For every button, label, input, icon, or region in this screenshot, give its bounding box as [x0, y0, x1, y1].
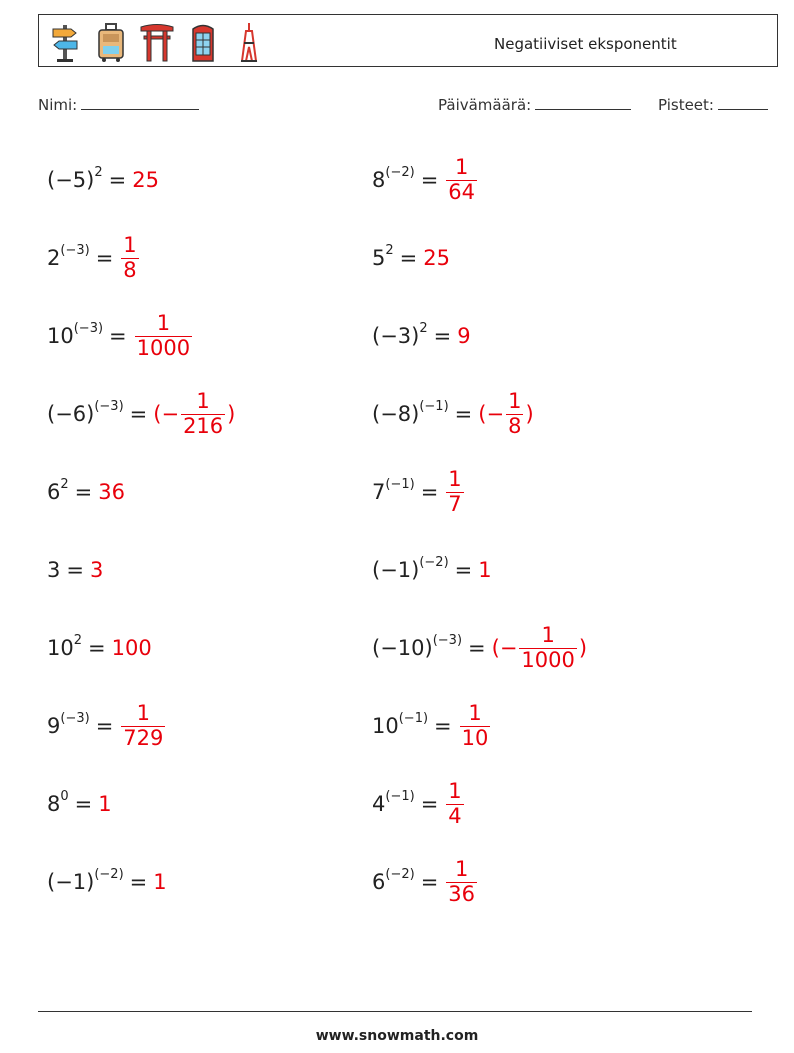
answer-open-paren: (− — [153, 402, 180, 426]
problem-answer — [444, 858, 479, 905]
torii-gate-icon — [139, 21, 175, 63]
score-field — [658, 95, 768, 114]
problem-base: 6 — [372, 870, 386, 894]
problem-base: (−1) — [372, 558, 420, 582]
problem-exponent: (−3) — [60, 243, 90, 259]
answer-open-paren: (− — [491, 636, 518, 660]
fraction-numerator: 1 — [541, 623, 555, 648]
problem-base: (−8) — [372, 402, 420, 426]
problem-base: 4 — [372, 792, 386, 816]
problem-answer — [119, 234, 140, 281]
problem-exponent: (−2) — [385, 165, 415, 181]
problem-expression — [372, 711, 429, 738]
problem-expression — [47, 165, 103, 192]
problem-exponent: 2 — [60, 477, 69, 493]
answer-fraction — [135, 312, 192, 359]
equals-sign: = — [433, 324, 452, 348]
problem-item — [47, 694, 167, 758]
problem-expression — [372, 321, 428, 348]
problem-item — [47, 148, 159, 212]
worksheet-title: Negatiiviset eksponentit — [494, 35, 677, 53]
problem-expression — [47, 321, 104, 348]
problem-answer — [444, 156, 479, 203]
equals-sign: = — [74, 792, 93, 816]
date-field — [438, 95, 631, 114]
problem-base: 10 — [47, 324, 74, 348]
answer-fraction — [446, 468, 463, 515]
answer-value: 1 — [153, 870, 167, 894]
answer-fraction — [506, 390, 523, 437]
problem-base: (−5) — [47, 168, 95, 192]
problem-base: (−1) — [47, 870, 95, 894]
equals-sign: = — [129, 402, 148, 426]
fraction-denominator: 216 — [183, 413, 224, 438]
problem-base: 2 — [47, 246, 61, 270]
problem-answer — [98, 480, 125, 504]
name-field — [38, 95, 199, 114]
problem-base: 9 — [47, 714, 61, 738]
problem-answer — [458, 702, 493, 749]
answer-close-paren: ) — [227, 402, 236, 426]
problem-expression — [372, 165, 415, 192]
equals-sign: = — [420, 792, 439, 816]
problem-item — [372, 772, 466, 836]
problem-expression — [47, 633, 83, 660]
fraction-numerator: 1 — [454, 155, 469, 180]
problem-base: 3 — [47, 558, 61, 582]
problem-item — [372, 304, 471, 368]
equals-sign: = — [468, 636, 486, 660]
problem-item — [47, 538, 103, 602]
problem-exponent: (−1) — [385, 477, 415, 493]
problem-base: 10 — [47, 636, 74, 660]
problem-expression — [47, 867, 124, 894]
fraction-denominator: 4 — [448, 803, 462, 828]
problem-expression — [47, 477, 69, 504]
equals-sign: = — [74, 480, 93, 504]
fraction-denominator: 7 — [448, 491, 462, 516]
problem-answer — [423, 246, 450, 270]
fraction-numerator: 1 — [123, 233, 137, 258]
problem-expression — [372, 789, 415, 816]
answer-fraction — [446, 780, 463, 827]
fraction-denominator: 10 — [461, 725, 489, 750]
problem-item — [47, 460, 125, 524]
problem-item — [372, 460, 466, 524]
problem-answer — [153, 870, 166, 894]
answer-close-paren: ) — [578, 636, 588, 660]
fraction-numerator: 1 — [448, 467, 462, 492]
problem-base: (−3) — [372, 324, 420, 348]
problem-exponent: (−2) — [385, 867, 415, 883]
equals-sign: = — [66, 558, 84, 582]
fraction-denominator: 1000 — [136, 335, 191, 360]
problem-item — [47, 850, 167, 914]
answer-fraction — [181, 390, 225, 437]
fraction-numerator: 1 — [156, 311, 171, 336]
problem-item — [372, 226, 450, 290]
equals-sign: = — [420, 870, 439, 894]
answer-close-paren: ) — [525, 402, 534, 426]
problem-exponent: (−1) — [398, 711, 429, 727]
problem-answer — [132, 168, 159, 192]
answer-fraction — [446, 156, 477, 203]
date-label: Päivämäärä: — [438, 96, 532, 114]
answer-fraction — [519, 624, 576, 671]
fraction-numerator: 1 — [196, 389, 210, 414]
problem-exponent: 2 — [73, 633, 83, 649]
fraction-numerator: 1 — [508, 389, 522, 414]
problem-item — [372, 694, 492, 758]
problem-exponent: 0 — [60, 789, 69, 805]
fraction-numerator: 1 — [468, 701, 482, 726]
answer-value: 3 — [89, 558, 104, 582]
problem-base: (−6) — [47, 402, 95, 426]
problem-answer — [478, 390, 533, 437]
score-blank — [718, 95, 768, 110]
equals-sign: = — [420, 168, 439, 192]
problem-item — [372, 148, 479, 212]
problem-base: 5 — [372, 246, 386, 270]
problem-item — [372, 616, 587, 680]
problem-expression — [47, 243, 90, 270]
problem-exponent: 2 — [94, 165, 103, 181]
answer-value: 1 — [478, 558, 492, 582]
problem-answer — [112, 636, 152, 660]
problem-answer — [153, 390, 235, 437]
suitcase-icon — [93, 21, 129, 63]
footer-url: www.snowmath.com — [315, 1028, 479, 1044]
answer-open-paren: (− — [478, 402, 505, 426]
problem-expression — [372, 399, 449, 426]
score-label: Pisteet: — [658, 96, 714, 114]
answer-value: 100 — [111, 636, 152, 660]
problem-item — [47, 772, 112, 836]
answer-value: 1 — [98, 792, 112, 816]
equals-sign: = — [434, 714, 452, 738]
answer-value: 9 — [457, 324, 471, 348]
problem-exponent: (−2) — [94, 867, 124, 883]
problem-item — [372, 538, 492, 602]
problem-expression — [47, 399, 124, 426]
problem-base: 8 — [372, 168, 386, 192]
problem-exponent: (−3) — [94, 399, 124, 415]
signpost-icon — [47, 21, 83, 63]
equals-sign: = — [420, 480, 439, 504]
equals-sign: = — [108, 168, 127, 192]
problem-answer — [119, 702, 167, 749]
problem-item — [372, 850, 479, 914]
problem-expression — [372, 555, 449, 582]
problem-item — [47, 226, 141, 290]
problem-answer — [90, 558, 103, 582]
equals-sign: = — [95, 246, 114, 270]
fraction-denominator: 1000 — [521, 647, 575, 672]
answer-value: 25 — [132, 168, 159, 192]
problem-answer — [444, 780, 465, 827]
problem-exponent: (−3) — [432, 633, 463, 649]
problem-answer — [457, 324, 470, 348]
equals-sign: = — [109, 324, 127, 348]
answer-fraction — [121, 234, 138, 281]
problem-expression — [47, 711, 90, 738]
equals-sign: = — [454, 402, 473, 426]
fraction-denominator: 8 — [508, 413, 522, 438]
answer-value: 25 — [423, 246, 450, 270]
problem-expression — [372, 633, 463, 660]
problem-exponent: (−1) — [385, 789, 415, 805]
fraction-denominator: 36 — [448, 881, 476, 906]
problem-answer — [492, 624, 587, 671]
problem-exponent: 2 — [419, 321, 428, 337]
problem-base: (−10) — [372, 636, 433, 660]
fraction-denominator: 64 — [448, 179, 476, 204]
problem-base: 8 — [47, 792, 61, 816]
problem-expression — [47, 789, 69, 816]
name-label: Nimi: — [38, 96, 78, 114]
worksheet-header — [38, 14, 778, 67]
problem-base: 10 — [372, 714, 399, 738]
problem-exponent: 2 — [385, 243, 394, 259]
problem-expression — [372, 477, 415, 504]
problem-item — [47, 304, 194, 368]
fraction-numerator: 1 — [136, 701, 151, 726]
fraction-numerator: 1 — [448, 779, 462, 804]
problem-base: 7 — [372, 480, 386, 504]
problem-exponent: (−3) — [60, 711, 90, 727]
name-blank — [81, 95, 199, 110]
problem-expression — [47, 558, 60, 582]
problem-base: 6 — [47, 480, 61, 504]
problem-answer — [444, 468, 465, 515]
equals-sign: = — [454, 558, 473, 582]
problem-item — [47, 616, 152, 680]
problem-expression — [372, 243, 394, 270]
header-icons — [47, 21, 267, 63]
problem-exponent: (−2) — [419, 555, 449, 571]
phone-booth-icon — [185, 21, 221, 63]
problem-item — [372, 382, 534, 446]
equals-sign: = — [95, 714, 114, 738]
answer-fraction — [460, 702, 491, 749]
problem-expression — [372, 867, 415, 894]
problem-answer — [98, 792, 111, 816]
answer-value: 36 — [98, 480, 125, 504]
equals-sign: = — [88, 636, 106, 660]
problem-item — [47, 382, 235, 446]
problem-answer — [133, 312, 194, 359]
answer-fraction — [446, 858, 477, 905]
equals-sign: = — [399, 246, 418, 270]
footer-divider — [38, 1011, 752, 1012]
answer-fraction — [121, 702, 165, 749]
fraction-denominator: 729 — [123, 725, 164, 750]
problem-answer — [478, 558, 491, 582]
date-blank — [535, 95, 631, 110]
problem-exponent: (−1) — [419, 399, 449, 415]
problem-exponent: (−3) — [73, 321, 104, 337]
fraction-numerator: 1 — [454, 857, 469, 882]
equals-sign: = — [129, 870, 148, 894]
fraction-denominator: 8 — [123, 257, 137, 282]
tower-icon — [231, 21, 267, 63]
